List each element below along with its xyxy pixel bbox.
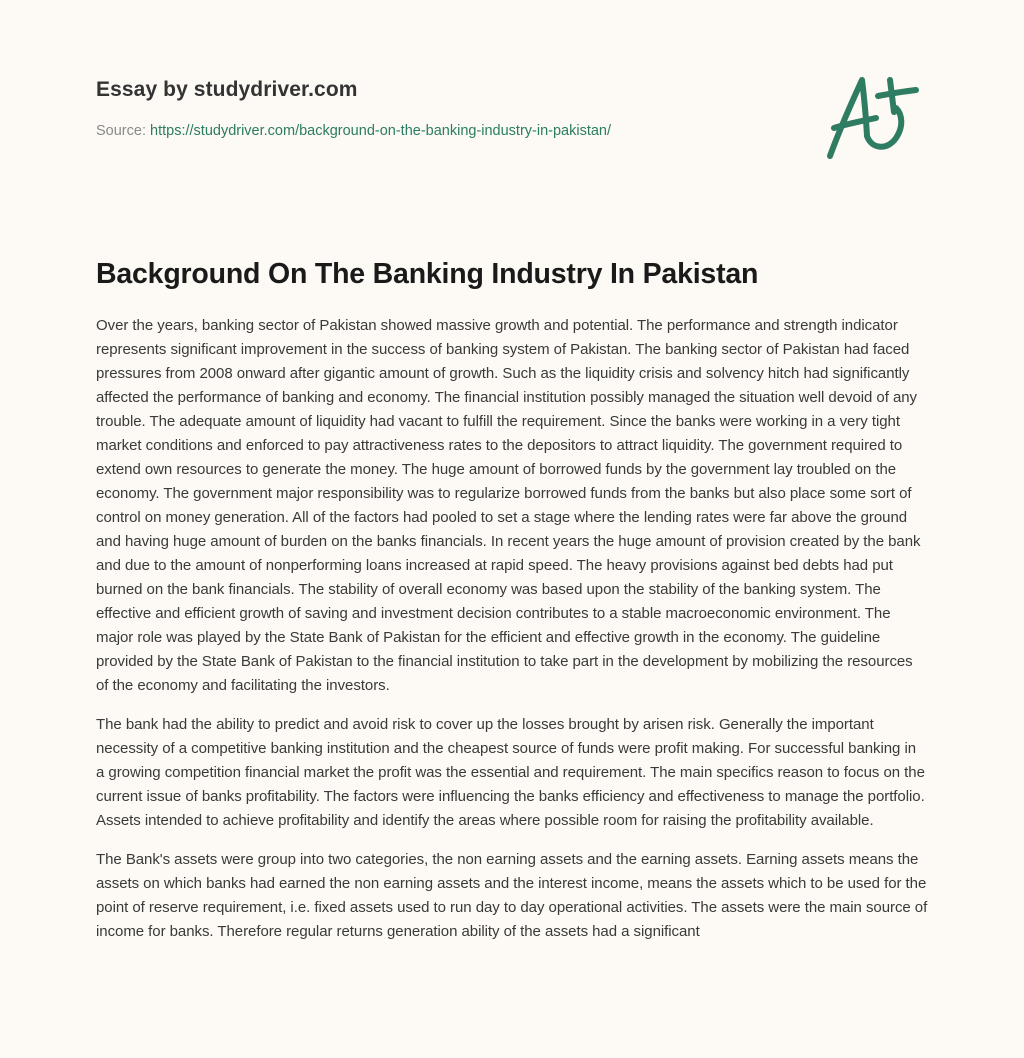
- article-title: Background On The Banking Industry In Pakistan: [96, 258, 759, 290]
- article-paragraph: The Bank's assets were group into two categories, the non earning assets and the earning assets. Earning assets means the assets on which banks had earned the non earning assets and the interest income, means the assets which to be used for the point of reserve requirement, i.e. fixed assets used to run day to day operational activities. The assets were the main source of income for banks. Therefore regular returns generation ability of the assets had a significant: [96, 851, 928, 940]
- source-line: [96, 121, 796, 141]
- site-title: Essay by studydriver.com: [96, 78, 358, 101]
- essay-article: [96, 254, 928, 959]
- article-paragraph: Over the years, banking sector of Pakistan showed massive growth and potential. The performance and strength indicator represents significant improvement in the success of banking system of Pakistan. The banking sector of Pakistan had faced pressures from 2008 onward after gigantic amount of growth. Such as the liquidity crisis and solvency hitch had significantly affected the performance of banking and economy. The financial institution possibly managed the situation well devoid of any trouble. The adequate amount of liquidity had vacant to fulfill the requirement. Since the banks were working in a very tight market conditions and enforced to pay attractiveness rates to the depositors to attract liquidity. The government required to extend own resources to generate the money. The huge amount of borrowed funds by the government lay troubled on the economy. The government major responsibility was to regularize borrowed funds from the banks but also place some sort of control on money generation. All of the factors had pooled to set a stage where the lending rates were far above the ground and having huge amount of burden on the banks financials. In recent years the huge amount of provision created by the bank and due to the amount of nonperforming loans increased at rapid speed. The heavy provisions against bed debts had put burned on the bank financials. The stability of overall economy was based upon the stability of the banking system. The effective and efficient growth of saving and investment decision contributes to a stable macroeconomic environment. The major role was played by the State Bank of Pakistan for the efficient and effective growth in the economy. The guideline provided by the State Bank of Pakistan to the financial institution to take part in the development by mobilizing the resources of the economy and facilitating the investors.: [96, 317, 921, 694]
- source-label: Source:: [96, 123, 146, 139]
- essay-header: [96, 76, 796, 141]
- article-paragraph: The bank had the ability to predict and avoid risk to cover up the losses brought by arisen risk. Generally the important necessity of a competitive banking institution and the cheapest source of funds were profit making. For successful banking in a growing competition financial market the profit was the essential and requirement. The main specifics reason to focus on the current issue of banks profitability. The factors were influencing the banks efficiency and effectiveness to manage the portfolio. Assets intended to achieve profitability and identify the areas where possible room for raising the profitability available.: [96, 716, 925, 829]
- a-plus-grade-icon: [820, 66, 930, 166]
- source-link[interactable]: https://studydriver.com/background-on-the-banking-industry-in-pakistan/: [150, 123, 612, 139]
